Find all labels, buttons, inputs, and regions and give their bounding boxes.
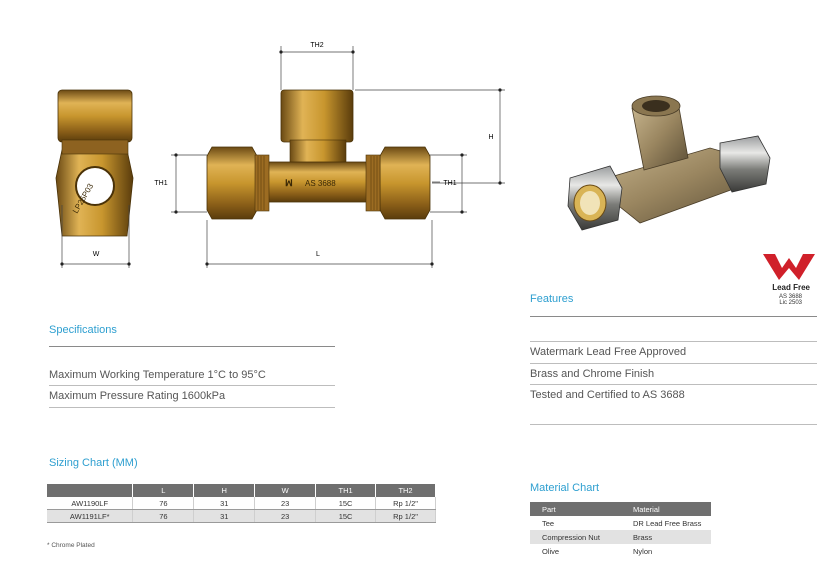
features-title: Features [530,293,574,305]
th2-label: TH2 [310,42,324,49]
th1-right-label: TH1 [443,180,457,187]
l-label: L [316,251,320,258]
table-cell: Nylon [633,546,653,556]
sizing-header-row [47,484,436,497]
table-row [530,544,711,558]
material-header-row [530,502,711,516]
specifications-title: Specifications [49,324,117,336]
table-row [530,516,711,530]
table-cell: DR Lead Free Brass [633,518,702,528]
sizing-footnote: * Chrome Plated [47,542,95,549]
product-photo [560,88,780,238]
w-label: W [92,251,100,258]
side-view [56,90,133,236]
h-label: H [488,134,494,141]
table-cell: AW1190LF [47,497,133,510]
feature-item: Brass and Chrome Finish [530,368,655,380]
watermark-line2: Lic 2503 [779,300,802,306]
watermark-logo [761,252,817,282]
th1-left-label: TH1 [154,180,168,187]
table-cell: 76 [133,510,194,523]
spec-item: Maximum Pressure Rating 1600kPa [49,390,226,402]
sizing-header-cell: H [194,484,255,497]
body-engraving: AS 3688 [305,179,336,188]
material-header-cell: Part [530,502,621,516]
sizing-chart-table [47,484,436,523]
sizing-header-cell: TH2 [376,484,436,497]
table-cell: Rp 1/2" [376,497,436,510]
specifications-title-rule [49,346,335,347]
table-cell: AW1191LF* [47,510,133,523]
sizing-header-cell [47,484,133,497]
table-cell: Olive [542,546,560,556]
table-cell: Rp 1/2" [376,510,436,523]
side-engraving: LP25P03 [70,181,96,215]
svg-text:ꟽ: ꟽ [285,178,293,188]
material-header-cell: Material [621,502,711,516]
watermark-w-icon [763,254,815,280]
material-chart-table [530,502,711,558]
material-chart-title: Material Chart [530,482,600,494]
features-title-rule [530,316,817,317]
table-cell: 31 [194,497,255,510]
technical-drawing [0,0,520,275]
watermark-line1: AS 3688 [778,294,802,300]
table-row [47,497,436,510]
table-cell: 23 [255,510,316,523]
table-row [530,530,711,544]
table-cell: Brass [621,530,711,544]
sizing-header-cell: W [255,484,316,497]
feature-item: Tested and Certified to AS 3688 [530,389,685,401]
sizing-header-cell: TH1 [316,484,376,497]
table-cell: 15C [316,510,376,523]
table-row [47,510,436,523]
sizing-header-cell: L [133,484,194,497]
spec-item: Maximum Working Temperature 1°C to 95°C [49,369,266,381]
table-cell: 15C [316,497,376,510]
table-cell: 23 [255,497,316,510]
table-cell: Compression Nut [530,530,621,544]
table-cell: 31 [194,510,255,523]
sizing-chart-title: Sizing Chart (MM) [49,457,138,469]
feature-item: Watermark Lead Free Approved [530,346,687,358]
table-cell: 76 [133,497,194,510]
watermark-title: Lead Free [772,283,810,292]
table-cell: Tee [542,518,555,528]
front-view [207,90,430,219]
